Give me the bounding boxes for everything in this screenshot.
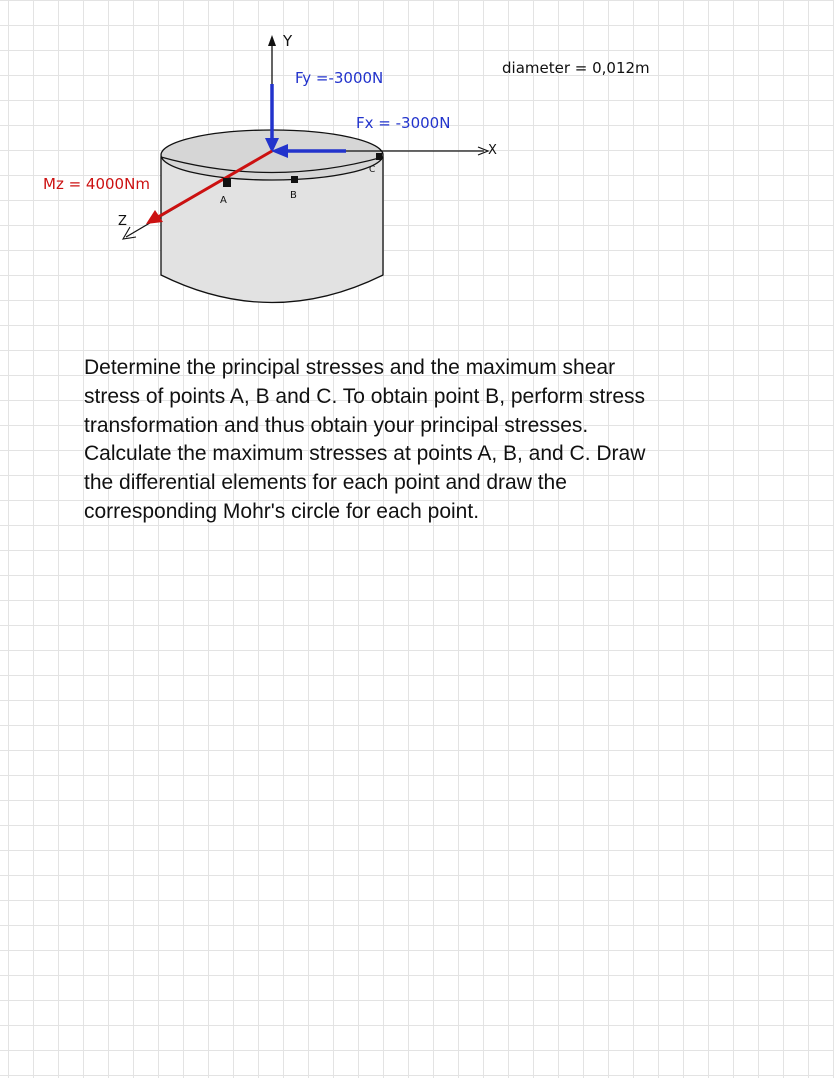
x-axis-label: X xyxy=(488,143,497,158)
mz-label: Mz = 4000Nm xyxy=(43,175,150,193)
point-c-marker xyxy=(376,153,382,160)
shaft-diagram xyxy=(0,0,834,340)
diameter-label: diameter = 0,012m xyxy=(502,59,650,77)
y-axis-label: Y xyxy=(283,32,293,50)
problem-statement: Determine the principal stresses and the maximum shear stress of points A, B and C. To obtain point B, perform stress transformation and thus obtain your principal stresses. Calculate the maximum stresses at points A, B, and C. Draw the differential elements for each point and draw the corresponding Mohr's circle for each point. xyxy=(84,356,646,523)
point-c-label: C xyxy=(369,165,376,175)
point-b-label: B xyxy=(290,190,297,201)
fx-label: Fx = -3000N xyxy=(356,114,451,132)
fy-label: Fy =-3000N xyxy=(295,69,384,87)
point-a-label: A xyxy=(220,195,227,206)
z-axis-label: Z xyxy=(118,214,127,229)
point-b-marker xyxy=(291,176,298,183)
y-axis-arrowhead xyxy=(268,35,276,46)
point-a-marker xyxy=(223,178,231,187)
